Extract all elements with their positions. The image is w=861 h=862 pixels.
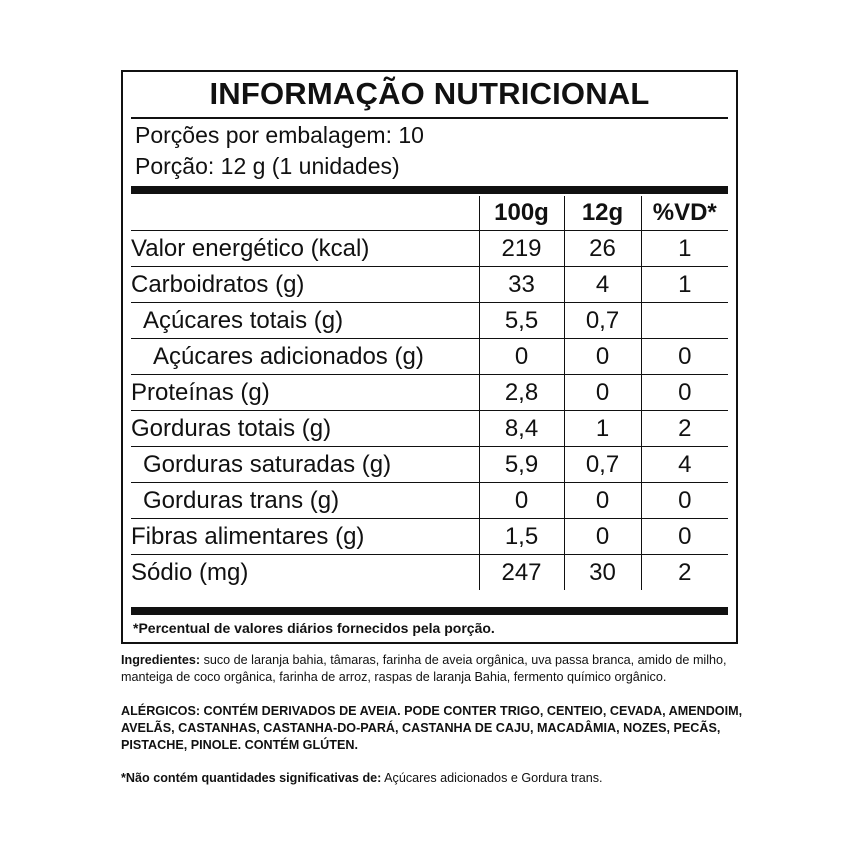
table-row — [131, 555, 728, 591]
value-per-100g: 2,8 — [479, 375, 564, 411]
value-per-serving: 26 — [564, 231, 641, 267]
value-daily: 2 — [641, 411, 728, 447]
value-per-serving: 0,7 — [564, 303, 641, 339]
nutrient-name: Açúcares totais (g) — [131, 303, 479, 339]
value-per-serving: 0 — [564, 339, 641, 375]
footer-divider — [131, 607, 728, 615]
header-per-100g: 100g — [479, 196, 564, 231]
servings-per-package: Porções por embalagem: 10 — [135, 122, 424, 148]
value-per-100g: 5,9 — [479, 447, 564, 483]
not-significant-items: Açúcares adicionados e Gordura trans. — [381, 771, 603, 785]
table-row — [131, 447, 728, 483]
table-row — [131, 519, 728, 555]
ingredients-label: Ingredientes: — [121, 653, 201, 667]
ingredients-text — [121, 652, 746, 686]
daily-value-footnote: *Percentual de valores diários fornecidos pela porção. — [133, 620, 495, 636]
value-per-100g: 219 — [479, 231, 564, 267]
ingredients-list: suco de laranja bahia, tâmaras, farinha de aveia orgânica, uva passa branca, amido de milho, manteiga de coco orgânica, farinha de arroz, raspas de laranja Bahia, fermento químico orgânico. — [121, 653, 727, 684]
allergens-text: ALÉRGICOS: CONTÉM DERIVADOS DE AVEIA. PODE CONTER TRIGO, CENTEIO, CEVADA, AMENDOIM, AVELÃS, CASTANHAS, CASTANHA-DO-PARÁ, CASTANHA DE CAJU, MACADÂMIA, NOZES, PECÃS, PISTACHE, PINOLE. CONTÉM GLÚTEN. — [121, 704, 743, 752]
value-per-serving: 0 — [564, 483, 641, 519]
label-title: INFORMAÇÃO NUTRICIONAL — [209, 76, 650, 111]
nutrition-table — [131, 196, 728, 590]
nutrient-name: Carboidratos (g) — [131, 267, 479, 303]
value-per-serving: 4 — [564, 267, 641, 303]
nutrient-name: Sódio (mg) — [131, 555, 479, 591]
value-per-100g: 0 — [479, 483, 564, 519]
value-per-100g: 33 — [479, 267, 564, 303]
nutrient-name: Gorduras trans (g) — [131, 483, 479, 519]
value-per-serving: 0 — [564, 375, 641, 411]
not-significant-text — [121, 770, 746, 787]
nutrient-name: Proteínas (g) — [131, 375, 479, 411]
serving-size: Porção: 12 g (1 unidades) — [135, 153, 400, 179]
table-row — [131, 231, 728, 267]
value-daily: 1 — [641, 231, 728, 267]
value-per-serving: 1 — [564, 411, 641, 447]
not-significant-label: *Não contém quantidades significativas de: — [121, 771, 382, 785]
value-per-serving: 30 — [564, 555, 641, 591]
value-per-100g: 0 — [479, 339, 564, 375]
table-row — [131, 339, 728, 375]
value-daily: 2 — [641, 555, 728, 591]
table-row — [131, 411, 728, 447]
value-daily: 0 — [641, 375, 728, 411]
table-row — [131, 483, 728, 519]
value-per-100g: 247 — [479, 555, 564, 591]
serving-divider — [131, 186, 728, 194]
value-per-serving: 0 — [564, 519, 641, 555]
nutrient-name: Açúcares adicionados (g) — [131, 339, 479, 375]
value-per-100g: 8,4 — [479, 411, 564, 447]
nutrition-facts-panel — [121, 70, 738, 644]
value-per-100g: 5,5 — [479, 303, 564, 339]
value-per-serving: 0,7 — [564, 447, 641, 483]
header-daily-value: %VD* — [641, 196, 728, 231]
table-row — [131, 303, 728, 339]
header-per-serving: 12g — [564, 196, 641, 231]
value-daily: 0 — [641, 339, 728, 375]
table-header-row — [131, 196, 728, 231]
nutrient-name: Valor energético (kcal) — [131, 231, 479, 267]
nutrient-name: Fibras alimentares (g) — [131, 519, 479, 555]
nutrient-name: Gorduras totais (g) — [131, 411, 479, 447]
nutrient-name: Gorduras saturadas (g) — [131, 447, 479, 483]
title-divider — [131, 117, 728, 119]
value-daily: 1 — [641, 267, 728, 303]
value-daily: 4 — [641, 447, 728, 483]
table-row — [131, 375, 728, 411]
value-per-100g: 1,5 — [479, 519, 564, 555]
header-label-cell — [131, 196, 479, 231]
value-daily — [641, 303, 728, 339]
value-daily: 0 — [641, 519, 728, 555]
value-daily: 0 — [641, 483, 728, 519]
table-row — [131, 267, 728, 303]
